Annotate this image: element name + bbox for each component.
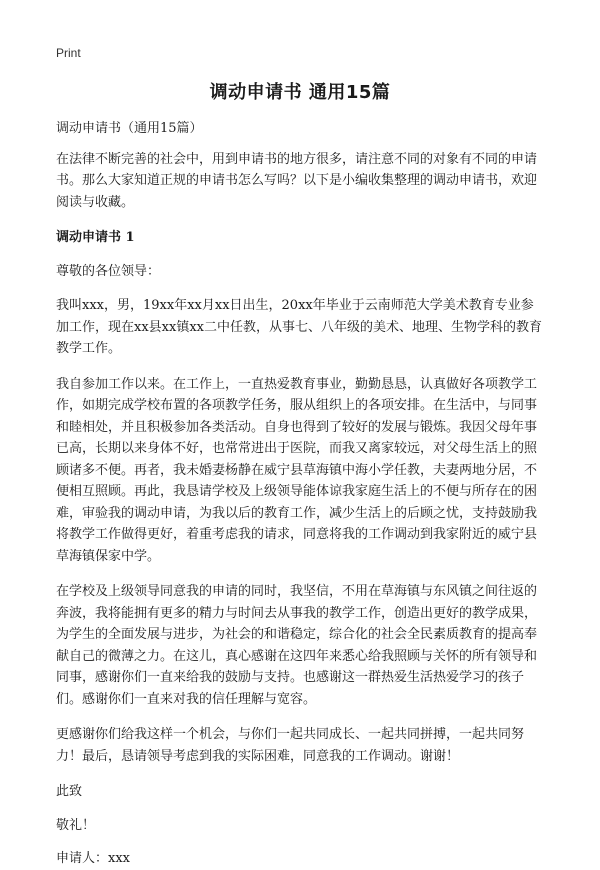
salutation: 尊敬的各位领导：: [56, 263, 161, 279]
body-paragraph-4: 更感谢你们给我这样一个机会，与你们一起共同成长、一起共同拼搏，一起共同努力！最后，恳请领导考虑到我的实际困难，同意我的工作调动。谢谢！: [56, 727, 525, 764]
body-paragraph-1: 我叫xxx，男，19xx年xx月xx日出生，20xx年毕业于云南师范大学美术教育专业参加工作，现在xx县xx镇xx二中任教，从事七、八年级的美术、地理、生物学科的教育教学工作。: [56, 298, 542, 356]
applicant-line: 申请人：xxx: [56, 851, 130, 866]
regards-line: 敬礼！: [56, 817, 96, 833]
closing-line: 此致: [56, 784, 83, 799]
document-subtitle: 调动申请书（通用15篇）: [56, 121, 203, 136]
document-body: [56, 118, 546, 870]
document-title: 调动申请书 通用15篇: [209, 82, 391, 103]
body-paragraph-2: 我自参加工作以来。在工作上，一直热爱教育事业，勤勤恳恳，认真做好各项教学工作，如期完成学校布置的各项教学任务，服从组织上的各项安排。在生活中，与同事和睦相处，并且积极参加各类活动。自身也得到了较好的发展与锻炼。我因父母年事已高，长期以来身体不好，也常常进出于医院，而我又离家较远，对父母生活上的照顾诸多不便。再者，我未婚妻杨静在威宁县草海镇中海小学任教，夫妻两地分居，不便相互照顾。再此，我恳请学校及上级领导能体谅我家庭生活上的不便与所存在的困难，审验我的调动申请，为我以后的教育工作，减少生活上的后顾之忧，支持鼓励我将教学工作做得更好，着重考虑我的请求，同意将我的工作调动到我家附近的威宁县草海镇保家中学。: [56, 376, 538, 564]
section-heading: 调动申请书 1: [56, 230, 135, 245]
intro-paragraph: 在法律不断完善的社会中，用到申请书的地方很多，请注意不同的对象有不同的申请书。那么大家知道正规的申请书怎么写吗？以下是小编收集整理的调动申请书，欢迎阅读与收藏。: [56, 151, 538, 210]
body-paragraph-3: 在学校及上级领导同意我的申请的同时，我坚信，不用在草海镇与东风镇之间往返的奔波，我将能拥有更多的精力与时间去从事我的教学工作，创造出更好的教学成果，为学生的全面发展与进步，为社会的和谐稳定，综合化的社会全民素质教育的提高奉献自己的微薄之力。在这儿，真心感谢在这四年来悉心给我照顾与关怀的所有领导和同事，感谢你们一直来给我的鼓励与支持。也感谢这一群热爱生活热爱学习的孩子们。感谢你们一直来对我的信任理解与宽容。: [56, 584, 538, 707]
print-label[interactable]: Print: [56, 46, 81, 60]
